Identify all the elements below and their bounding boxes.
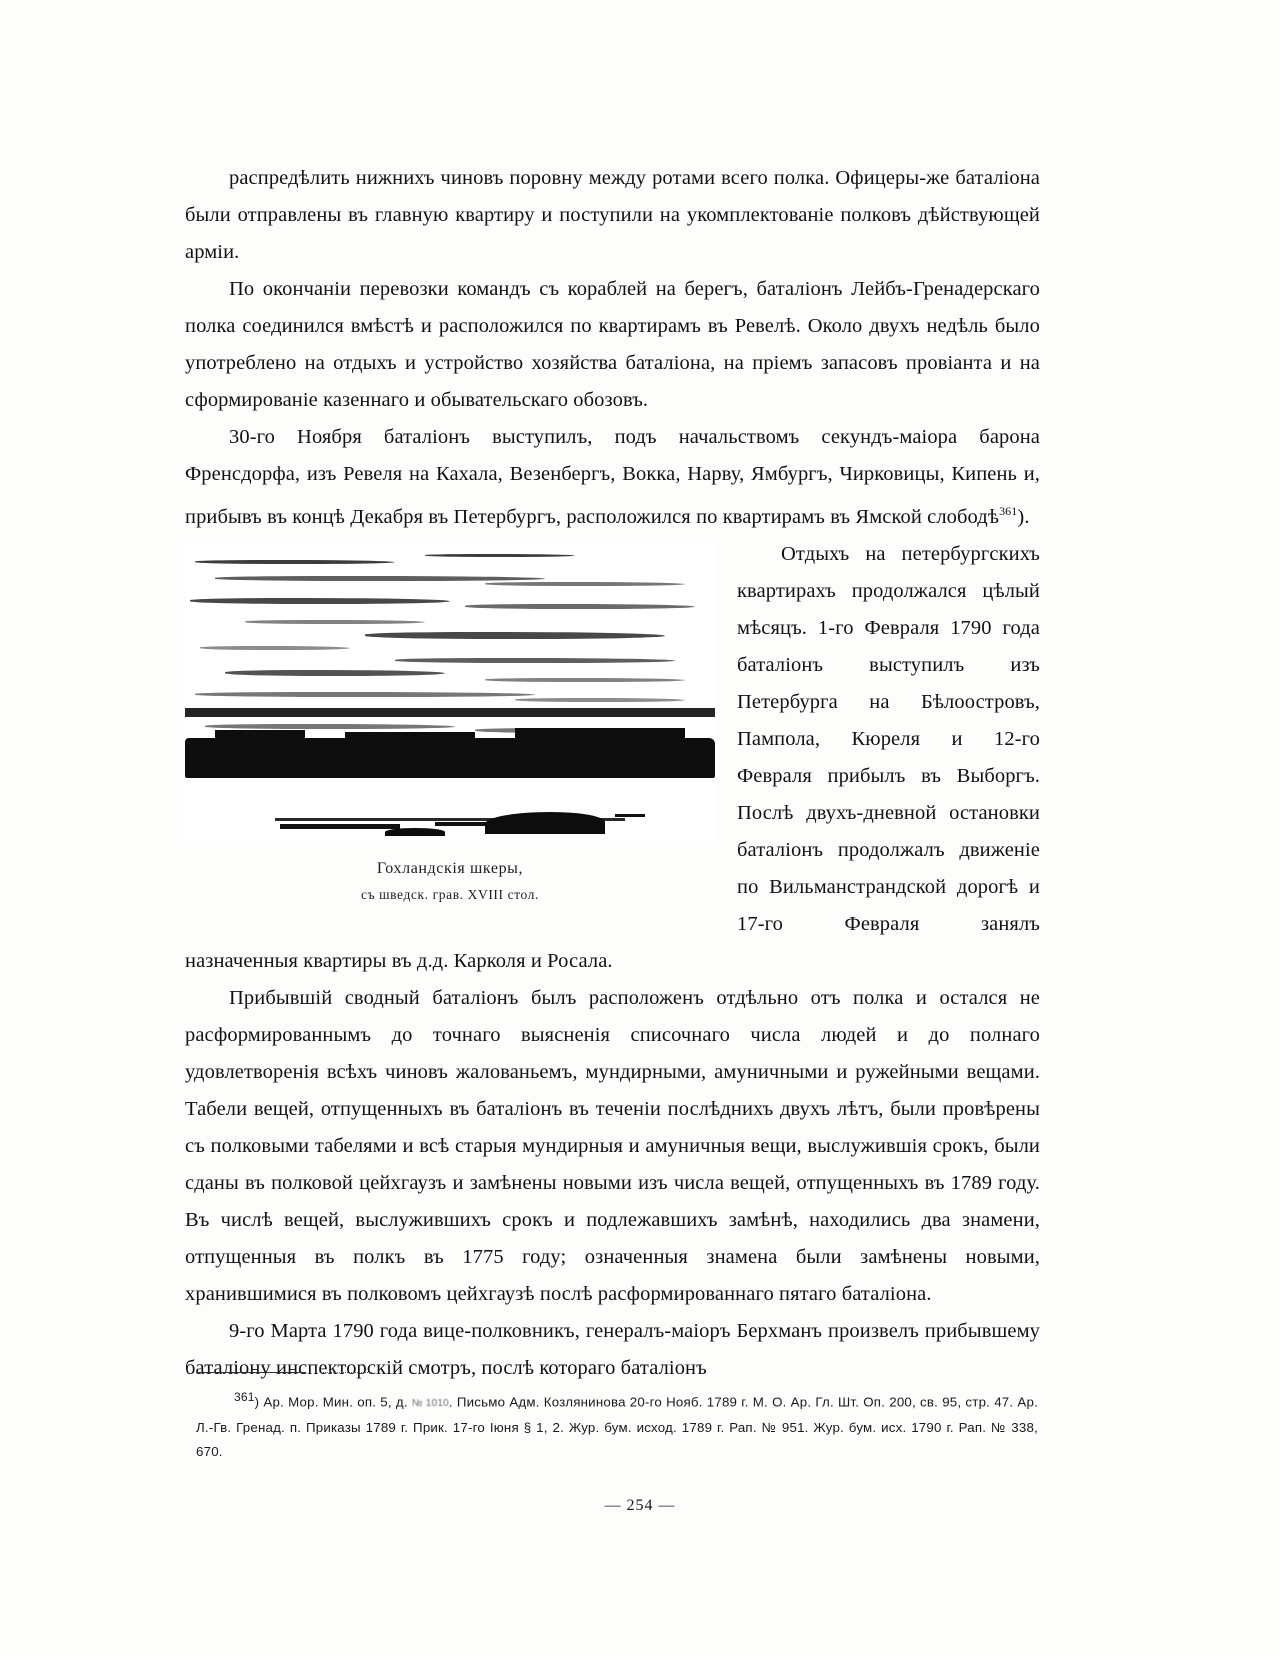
figure-caption-source: съ шведск. грав. XVIII стол. [361,886,539,902]
paragraph-6: 9-го Марта 1790 года вице-полковникъ, генералъ-маiоръ Берхманъ произвелъ прибывшему баталiону инспекторскiй смотръ, послѣ котораго баталiонъ [185,1319,1040,1379]
paragraph-4: Отдыхъ на петербургскихъ квартирахъ продолжался цѣлый мѣсяцъ. 1-го Февраля 1790 года баталiонъ выступилъ изъ Петербурга на Бѣлоостровъ, Пампола, Кюреля и 12-го Февраля прибылъ въ Выборгъ. Послѣ двухъ-дневной остановки баталiонъ продолжалъ движенiе по Вильманстрандской дорогѣ и 17-го Февраля занялъ назначенныя квартиры въ д.д. Карколя и Росала. [185,542,1040,972]
page-number: — 254 — [604,1497,676,1514]
footnote-block [196,1385,1038,1464]
footnote-reference: 361 [999,504,1018,518]
figure-caption [185,860,715,903]
footnote-text-part2: . Письмо Адм. Козлянинова 20-го Нояб. 1789 г. М. О. Ар. Гл. Шт. Оп. 200, св. 95, стр. 47. Ар. Л.-Гв. Гренад. п. Приказы 1789 г. Прик. 17-го Iюня § 1, 2. Жур. бум. исход. 1789 г. Рап. № 951. Жур. бум. исх. 1790 г. Рап. № 338, 670. [196,1394,1038,1460]
paragraph-3: 30-го Ноября баталiонъ выступилъ, подъ начальствомъ секундъ-маiора барона Френсдорфа, изъ Ревеля на Кахала, Везенбергъ, Вокка, Нарву, Ямбургъ, Чирковицы, Кипень и, прибывъ въ концѣ Декабря въ Петербургъ, расположился по квартирамъ въ Ямской слободѣ$^{361}$). [185,426,1040,528]
figure-block [185,542,715,903]
engraving-image [185,542,715,842]
paragraph-1: распредѣлить нижнихъ чиновъ поровну между ротами всего полка. Офицеры-же баталiона были отправлены въ главную квартиру и поступили на укомплектованiе полковъ дѣйствующей армiи. [185,167,1040,263]
figure [185,542,715,903]
footnote-separator-secondary [320,1372,372,1373]
figure-caption-title: Гохландскiя шкеры, [376,859,524,877]
paragraph-2: По окончанiи перевозки командъ съ кораблей на берегъ, баталiонъ Лейбъ-Гренадерскаго полка соединился вмѣстѣ и расположился по квартирамъ въ Ревелѣ. Около двухъ недѣль было употреблено на отдыхъ и устройство хозяйства баталiона, на прiемъ запасовъ провiанта и на сформированiе казеннаго и обывательскаго обозовъ. [185,278,1040,411]
footnote-text-part1: ) Ар. Мор. Мин. оп. 5, д. [254,1394,412,1410]
paragraph-3-text: 30-го Ноября баталiонъ выступилъ, подъ начальствомъ секундъ-маiора барона Френсдорфа, изъ Ревеля на Кахала, Везенбергъ, Вокка, Нарву, Ямбургъ, Чирковицы, Кипень и, прибывъ въ концѣ Декабря въ Петербургъ, расположился по квартирамъ въ Ямской слободѣ [185,426,1040,528]
footnote-smudged-text: № 1010 [411,1398,449,1410]
footnote-number: 361 [234,1390,255,1404]
paragraph-5: Прибывшiй сводный баталiонъ былъ расположенъ отдѣльно отъ полка и остался не расформированнымъ до точнаго выясненiя списочнаго числа людей и до полнаго удовлетворенiя всѣхъ чиновъ жалованьемъ, мундирными, амуничными и ружейными вещами. Табели вещей, отпущенныхъ въ баталiонъ въ теченiи послѣднихъ двухъ лѣтъ, были провѣрены съ полковыми табелями и всѣ старыя мундирныя и амуничныя вещи, выслужившiя срокъ, были сданы въ полковой цейхгаузъ и замѣнены новыми изъ числа вещей, отпущенныхъ въ 1789 году. Въ числѣ вещей, выслужившихъ срокъ и подлежавшихъ замѣнѣ, находились два знамени, отпущенныя въ полкъ въ 1775 году; означенныя знамена были замѣнены новыми, хранившимися въ полковомъ цейхгаузѣ послѣ расформированнаго пятаго баталiона. [185,986,1040,1305]
footnote-separator [196,1372,306,1373]
page-body [185,160,1040,1387]
